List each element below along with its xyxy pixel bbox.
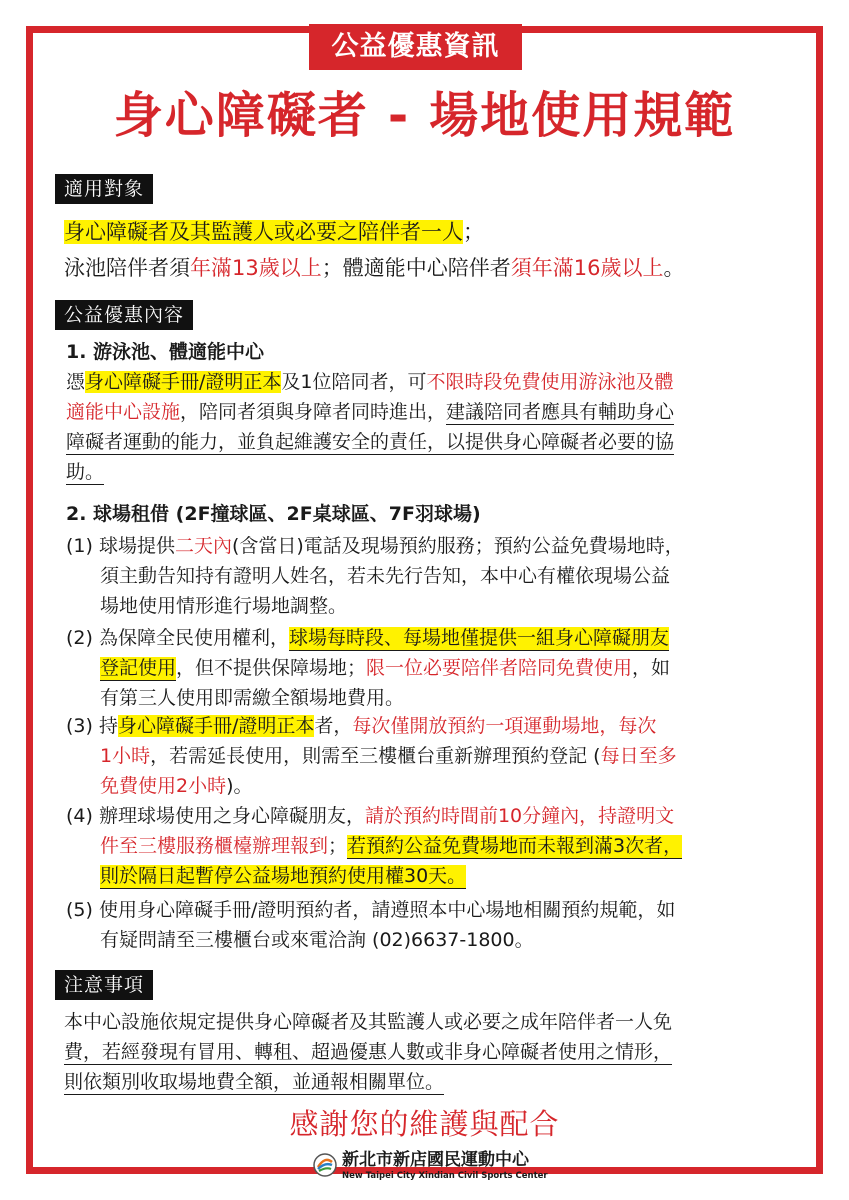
section-2-title: 2. 球場租借 (2F撞球區、2F桌球區、7F羽球場) xyxy=(66,503,481,525)
red-text: 每日至多 xyxy=(600,745,677,767)
highlight-text: 身心障礙者及其監護人或必要之陪伴者一人 xyxy=(64,220,463,244)
section-1-line-3 xyxy=(66,428,674,456)
section-1-line-4 xyxy=(66,458,104,486)
notice-line-3 xyxy=(64,1068,444,1096)
page-title: 身心障礙者 - 場地使用規範 xyxy=(113,87,736,144)
rule-item-5 xyxy=(66,896,806,956)
text: 泳池陪伴者須 xyxy=(64,256,190,280)
text: (3) 持 xyxy=(66,715,118,737)
rule-item-4 xyxy=(66,802,806,892)
rule-3-line-1 xyxy=(66,712,656,740)
underlined-text: 建議陪同者應具有輔助身心 xyxy=(446,401,675,423)
section-label-content: 公益優惠內容 xyxy=(55,300,193,330)
red-text: 不限時段免費使用游泳池及體 xyxy=(426,371,674,393)
red-text: 每次僅開放預約一項運動場地，每次 xyxy=(352,715,657,737)
notice-line-2 xyxy=(64,1038,672,1066)
text: )。 xyxy=(226,775,253,797)
underlined-text: 助。 xyxy=(66,461,105,483)
text: (2) 為保障全民使用權利， xyxy=(66,627,289,649)
red-text: 年滿13歲以上 xyxy=(190,256,322,280)
rule-1-line-3: 場地使用情形進行場地調整。 xyxy=(100,595,348,617)
rule-3-line-3 xyxy=(100,772,253,800)
rule-4-line-3 xyxy=(100,862,466,890)
highlight-text: 身心障礙手冊/證明正本 xyxy=(117,715,315,737)
rule-2-line-2 xyxy=(100,654,670,682)
text: ； xyxy=(463,220,484,244)
section-1 xyxy=(66,338,796,488)
text: ，如 xyxy=(632,657,671,679)
highlight-text: 登記使用 xyxy=(100,657,177,679)
red-text: 限一位必要陪伴者陪同免費使用 xyxy=(366,657,633,679)
rule-2-line-1 xyxy=(66,624,669,652)
section-1-line-2 xyxy=(66,398,674,426)
text: ；體適能中心陪伴者 xyxy=(321,256,511,280)
red-text: 須年滿16歲以上 xyxy=(510,256,664,280)
text: ，若需延長使用，則需至三樓櫃台重新辦理預約登記 ( xyxy=(150,745,601,767)
text: (1) 球場提供 xyxy=(66,535,175,557)
notice-block xyxy=(64,1008,794,1098)
text: ，但不提供保障場地； xyxy=(176,657,367,679)
rule-4-line-2 xyxy=(100,832,682,860)
rule-2-line-3: 有第三人使用即需繳全額場地費用。 xyxy=(100,687,405,709)
rule-1-line-1 xyxy=(66,532,684,560)
section-1-title: 1. 游泳池、體適能中心 xyxy=(66,341,265,363)
text: 者， xyxy=(314,715,353,737)
red-text: 免費使用2小時 xyxy=(100,775,227,797)
rule-3-line-2 xyxy=(100,742,677,770)
underlined-text: 則依類別收取場地費全額，並通報相關單位。 xyxy=(64,1071,445,1093)
highlight-text: 身心障礙手冊/證明正本 xyxy=(85,371,282,393)
red-text: 件至三樓服務櫃檯辦理報到 xyxy=(100,835,329,857)
red-text: 二天內 xyxy=(174,535,232,557)
thanks-message: 感謝您的維護與配合 xyxy=(289,1107,560,1141)
footer-org-name-en: New Taipei City Xindian Civil Sports Center xyxy=(342,1171,548,1181)
text: ； xyxy=(328,835,348,857)
red-text: 適能中心設施 xyxy=(66,401,181,423)
header-tag: 公益優惠資訊 xyxy=(309,24,522,70)
rule-1-line-2: 須主動告知持有證明人姓名，若未先行告知，本中心有權依現場公益 xyxy=(100,565,671,587)
notice-line-1: 本中心設施依規定提供身心障礙者及其監護人或必要之成年陪伴者一人免 xyxy=(64,1011,673,1033)
rule-5-line-2: 有疑問請至三樓櫃台或來電洽詢 (02)6637-1800。 xyxy=(100,929,534,951)
rule-4-line-1 xyxy=(66,802,674,830)
sports-center-logo-icon xyxy=(313,1153,337,1177)
text: 憑 xyxy=(66,371,86,393)
applicable-block xyxy=(64,218,794,288)
text: 。 xyxy=(663,256,685,280)
section-2 xyxy=(66,500,806,960)
text: (4) 辦理球場使用之身心障礙朋友， xyxy=(66,805,365,827)
section-label-applicable: 適用對象 xyxy=(55,174,153,204)
applicable-line-2 xyxy=(64,254,684,282)
applicable-line-1 xyxy=(64,218,484,246)
text: 及1位陪同者，可 xyxy=(281,371,427,393)
underlined-text: 費，若經發現有冒用、轉租、超過優惠人數或非身心障礙者使用之情形， xyxy=(64,1041,673,1063)
red-text: 請於預約時間前10分鐘內，持證明文 xyxy=(364,805,675,827)
section-1-line-1 xyxy=(66,368,674,396)
rule-item-3 xyxy=(66,712,806,802)
footer-org-name: 新北市新店國民運動中心 xyxy=(342,1150,529,1170)
highlight-text: 球場每時段、每場地僅提供一組身心障礙朋友 xyxy=(288,627,669,649)
rule-item-1 xyxy=(66,532,806,622)
highlight-text: 則於隔日起暫停公益場地預約使用權30天。 xyxy=(100,865,467,887)
rule-5-line-1: (5) 使用身心障礙手冊/證明預約者，請遵照本中心場地相關預約規範，如 xyxy=(66,899,676,921)
underlined-text: 障礙者運動的能力，並負起維護安全的責任，以提供身心障礙者必要的協 xyxy=(66,431,675,453)
section-label-notice: 注意事項 xyxy=(55,970,153,1000)
text: ，陪同者須與身障者同時進出， xyxy=(180,401,447,423)
red-text: 1小時 xyxy=(100,745,151,767)
rule-item-2 xyxy=(66,624,806,714)
highlight-text: 若預約公益免費場地而未報到滿3次者， xyxy=(347,835,683,857)
text: (含當日)電話及現場預約服務；預約公益免費場地時， xyxy=(231,535,684,557)
